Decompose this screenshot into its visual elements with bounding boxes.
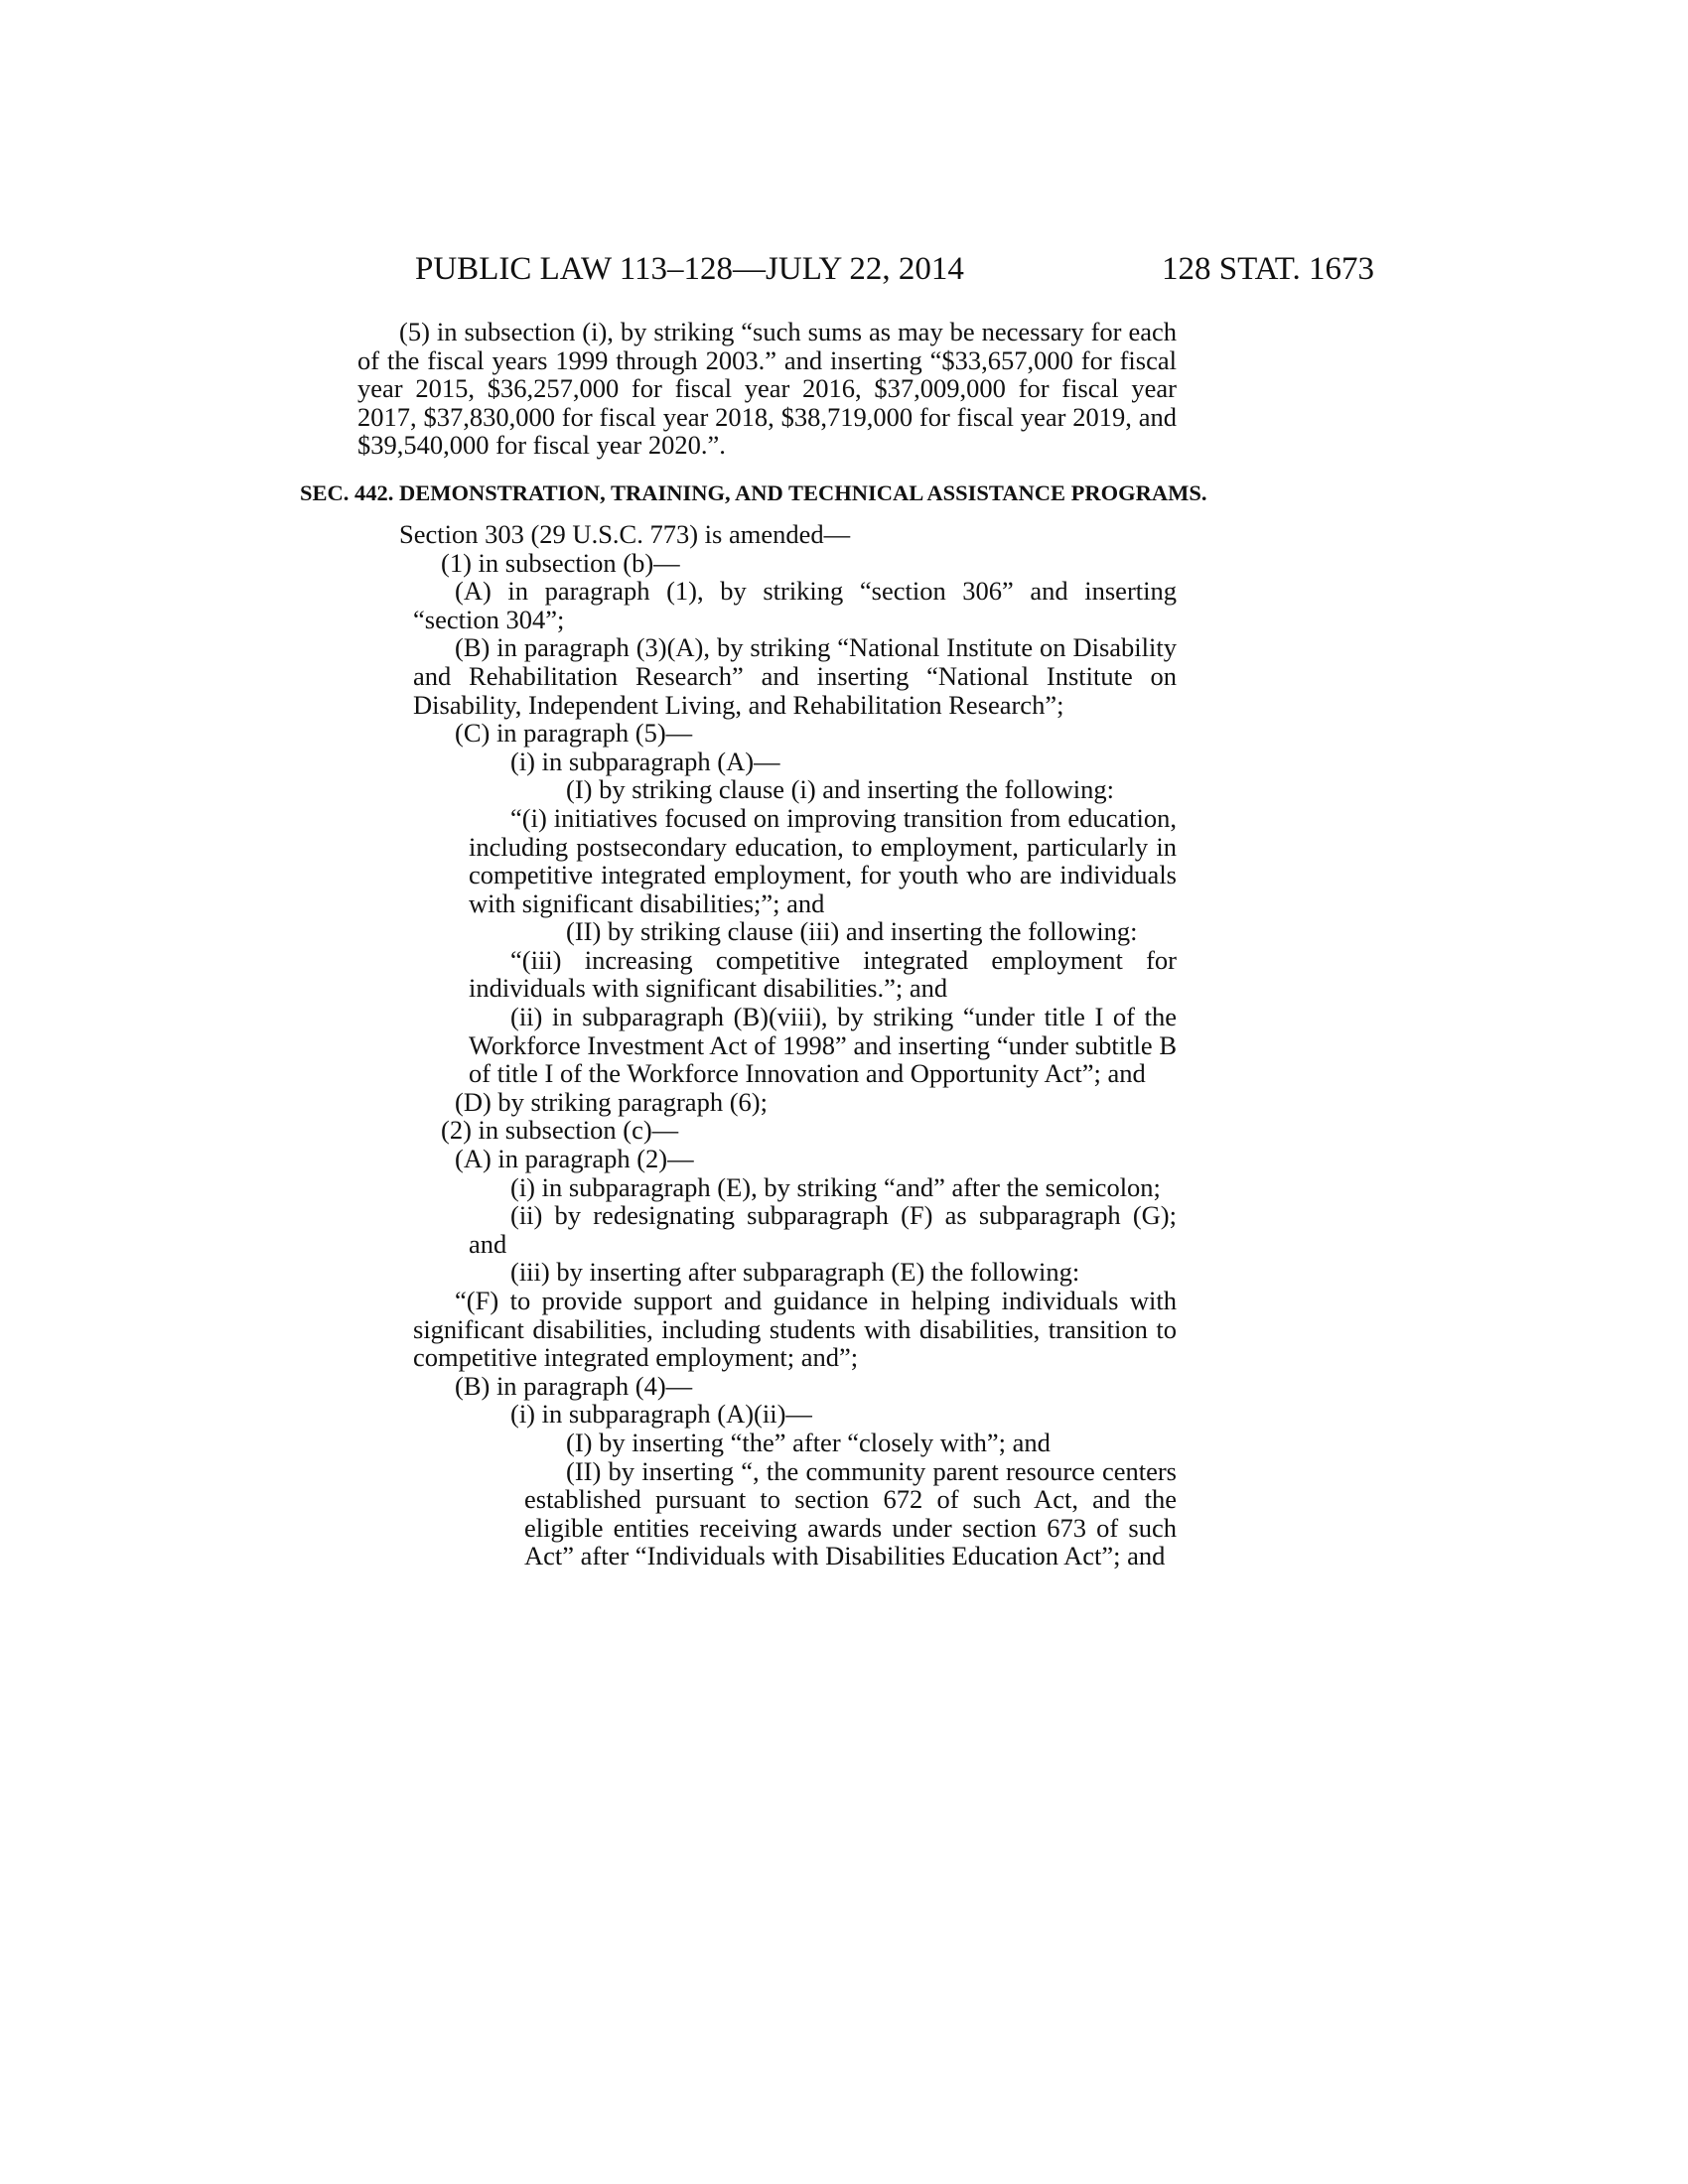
item-1-C-i: (i) in subparagraph (A)—	[510, 746, 780, 776]
stat-page-number: 128 STAT. 1673	[1161, 251, 1374, 287]
document-body	[300, 317, 1207, 1571]
item-2-A-iii: (iii) by inserting after subparagraph (E) the following:	[510, 1257, 1080, 1288]
item-2-A-ii: (ii) by redesignating subparagraph (F) as subparagraph (G); and	[469, 1200, 1177, 1259]
paragraph-5-subsection-i: (5) in subsection (i), by striking “such sums as may be necessary for each of the fiscal years 1999 through 2003.” and inserting “$33,657,000 for fiscal year 2015, $36,257,000 for fiscal year 2016, $37,009,000 for fiscal year 2017, $37,830,000 for fiscal year 2018, $38,719,000 for fiscal year 2019, and $39,540,000 for fiscal year 2020.”.	[357, 317, 1177, 461]
section-heading: SEC. 442. DEMONSTRATION, TRAINING, AND TECHNICAL ASSISTANCE PROGRAMS.	[300, 479, 1207, 505]
quoted-subparagraph-F: “(F) to provide support and guidance in helping individuals with significant disabilities, including students with disabilities, transition to competitive integrated employment; and”;	[413, 1286, 1177, 1373]
item-2: (2) in subsection (c)—	[441, 1115, 679, 1146]
quoted-clause-iii: “(iii) increasing competitive integrated employment for individuals with significant disabilities.”; and	[469, 944, 1177, 1004]
item-2-B-i-II: (II) by inserting “, the community parent resource centers established pursuant to section 672 of such Act, and the eligible entities receiving awards under section 673 of such Act” after “Individuals with Disabilities Education Act”; and	[524, 1455, 1177, 1571]
item-1-D: (D) by striking paragraph (6);	[455, 1086, 768, 1117]
running-header	[371, 247, 1374, 291]
item-2-B-i: (i) in subparagraph (A)(ii)—	[510, 1399, 812, 1430]
law-title: PUBLIC LAW 113–128—JULY 22, 2014	[415, 251, 964, 287]
item-1-A: (A) in paragraph (1), by striking “section 306” and inserting “section 304”;	[413, 576, 1177, 634]
item-2-A-i: (i) in subparagraph (E), by striking “and” after the semicolon;	[510, 1171, 1161, 1202]
section-intro: Section 303 (29 U.S.C. 773) is amended—	[399, 518, 851, 549]
item-1: (1) in subsection (b)—	[441, 547, 680, 578]
item-1-C-i-I: (I) by striking clause (i) and inserting the following:	[566, 774, 1114, 805]
item-1-C-ii: (ii) in subparagraph (B)(viii), by striking “under title I of the Workforce Investment Act of 1998” and inserting “under subtitle B of title I of the Workforce Innovation and Opportunity Act”; and	[469, 1002, 1177, 1089]
item-1-C-i-II: (II) by striking clause (iii) and inserting the following:	[566, 916, 1138, 947]
item-1-B: (B) in paragraph (3)(A), by striking “National Institute on Disability and Rehabilitation Research” and inserting “National Institute on Disability, Independent Living, and Rehabilitation Research”;	[413, 632, 1177, 720]
item-2-B-i-I: (I) by inserting “the” after “closely with”; and	[566, 1427, 1051, 1457]
item-2-B: (B) in paragraph (4)—	[455, 1370, 693, 1401]
item-1-C: (C) in paragraph (5)—	[455, 718, 693, 749]
quoted-clause-i: “(i) initiatives focused on improving transition from education, including postsecondary education, to employment, particularly in competitive integrated employment, for youth who are individuals with significant disabilities;”; and	[469, 802, 1177, 918]
item-2-A: (A) in paragraph (2)—	[455, 1144, 694, 1174]
